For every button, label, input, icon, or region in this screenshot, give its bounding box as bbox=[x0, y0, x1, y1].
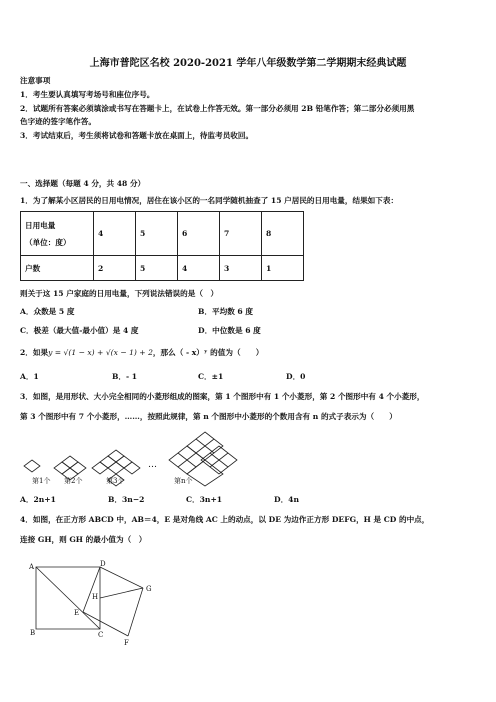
notice-line: 2．试题所有答案必须填涂或书写在答题卡上，在试卷上作答无效。第一部分必须用 2B 铅笔作答；第二部分必须用黑 bbox=[20, 104, 415, 113]
notice-line: 3．考试结束后，考生须将试卷和答题卡放在桌面上，待监考员收回。 bbox=[20, 131, 254, 140]
table-label-households: 户数 bbox=[21, 256, 94, 281]
point-label-a: A bbox=[29, 563, 35, 571]
q2-option-b: B．- 1 bbox=[112, 372, 138, 381]
page-title: 上海市普陀区名校 2020-2021 学年八年级数学第二学期期末经典试题 bbox=[89, 58, 407, 69]
table-row-label-cell bbox=[21, 212, 94, 256]
q3-figure-label: 第1个 bbox=[32, 477, 51, 485]
table-cell: 4 bbox=[178, 256, 220, 281]
q1-option-a: A．众数是 5 度 bbox=[20, 307, 75, 316]
q3-option-c: C．3n+1 bbox=[186, 495, 223, 504]
section-heading: 一、选择题（每题 4 分，共 48 分） bbox=[20, 179, 146, 188]
q1-stem: 1．为了解某小区居民的日用电情况，居住在该小区的一名同学随机抽查了 15 户居民的日用电量，结果如下表： bbox=[20, 196, 399, 205]
q2-stem-suffix: ，那么（ - x）ʸ 的值为（ ） bbox=[152, 348, 264, 357]
point-label-g: G bbox=[146, 585, 152, 593]
q2-option-d: D．0 bbox=[286, 372, 306, 381]
q3-figure-label: 第2个 bbox=[64, 477, 83, 485]
usage-table bbox=[20, 211, 304, 281]
q1-option-d: D．中位数是 6 度 bbox=[198, 326, 261, 335]
q1-option-b: B．平均数 6 度 bbox=[198, 307, 253, 316]
q2-option-c: C．±1 bbox=[198, 372, 224, 381]
point-label-d: D bbox=[100, 560, 106, 568]
q2-stem-prefix: 2．如果 bbox=[20, 348, 49, 357]
table-label-usage: 日用电量 bbox=[25, 220, 56, 230]
point-label-e: E bbox=[74, 609, 80, 617]
q3-line1: 3．如图，是用形状、大小完全相同的小菱形组成的图案，第 1 个图形中有 1 个小菱形，第 2 个图形中有 4 个小菱形， bbox=[20, 392, 425, 401]
q3-figure-label: 第3个 bbox=[106, 477, 125, 485]
q2-option-a: A．1 bbox=[20, 372, 39, 381]
q4-line2: 连接 GH，则 GH 的最小值为（ ） bbox=[20, 535, 147, 544]
q3-option-b: B．3n−2 bbox=[108, 495, 145, 504]
point-label-h: H bbox=[92, 593, 99, 601]
table-cell: 7 bbox=[220, 212, 262, 256]
q3-line2: 第 3 个图形中有 7 个小菱形，……，按照此规律，第 n 个图形中小菱形的个数用含有 n 的式子表示为（ ） bbox=[20, 412, 397, 421]
q3-ellipsis: … bbox=[148, 460, 157, 470]
point-label-f: F bbox=[124, 639, 129, 647]
q1-option-c: C．极差（最大值-最小值）是 4 度 bbox=[20, 326, 139, 335]
table-cell: 1 bbox=[262, 256, 304, 281]
q2-stem bbox=[20, 348, 263, 358]
q3-figure-label: 第n个 bbox=[174, 477, 193, 485]
q2-formula: y = √(1 − x) + √(x − 1) + 2 bbox=[48, 348, 153, 357]
point-label-b: B bbox=[30, 629, 36, 637]
table-cell: 4 bbox=[94, 212, 136, 256]
q3-option-d: D．4n bbox=[274, 495, 299, 504]
table-cell: 3 bbox=[220, 256, 262, 281]
table-cell: 6 bbox=[178, 212, 220, 256]
q1-question: 则关于这 15 户家庭的日用电量，下列说法错误的是（ ） bbox=[20, 289, 219, 298]
table-cell: 8 bbox=[262, 212, 304, 256]
table-label-unit: （单位：度） bbox=[25, 237, 71, 247]
notice-heading: 注意事项 bbox=[20, 76, 51, 85]
notice-line: 色字迹的签字笔作答。 bbox=[20, 117, 96, 126]
table-cell: 2 bbox=[94, 256, 136, 281]
notice-line: 1．考生要认真填写考场号和座位序号。 bbox=[20, 90, 155, 99]
rhombus-pattern-figure bbox=[20, 428, 240, 488]
table-cell: 5 bbox=[136, 212, 178, 256]
q3-option-a: A．2n+1 bbox=[20, 495, 56, 504]
point-label-c: C bbox=[98, 631, 104, 639]
q4-line1: 4．如图，在正方形 ABCD 中，AB＝4，E 是对角线 AC 上的动点，以 DE 为边作正方形 DEFG，H 是 CD 的中点， bbox=[20, 515, 430, 524]
table-cell: 5 bbox=[136, 256, 178, 281]
